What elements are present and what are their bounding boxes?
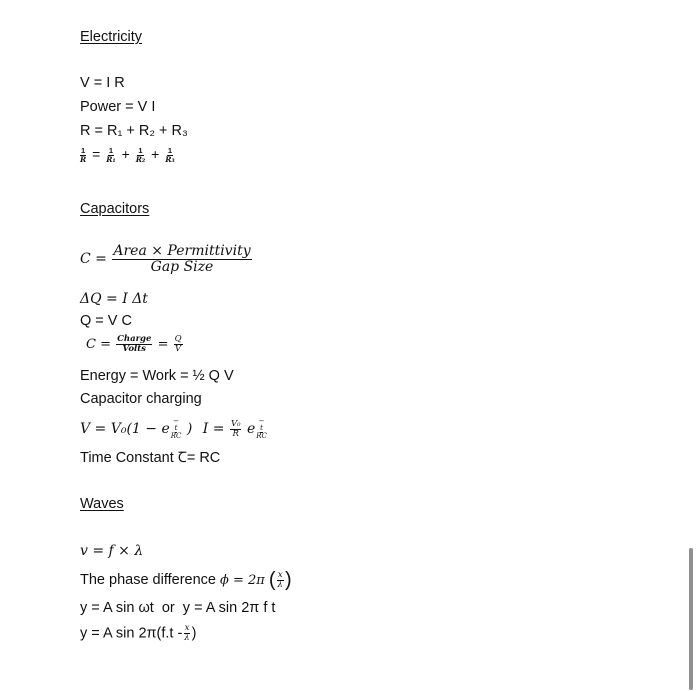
capacitance-fraction: $\frac{\text{Area × Permittivity}}{\text{Gap Size}}$ <box>113 243 251 275</box>
x-over-lambda-fraction-2: $\frac{x}{\lambda}$ <box>184 623 190 643</box>
vertical-scrollbar[interactable] <box>689 548 693 690</box>
time-constant-formula: Time Constant Ꞇ= RC <box>80 450 221 466</box>
fraction-1-over-r3: $\frac{1}{\text{R₃}}$ <box>165 146 175 164</box>
x-over-lambda-fraction: $\frac{x}{\lambda}$ <box>277 569 283 590</box>
ohms-law-formula: V = I R <box>80 75 125 91</box>
v0-over-r-fraction: $\frac{\text{V₀}}{R}$ <box>230 418 241 439</box>
power-formula: Power = V I <box>80 99 156 115</box>
capacitance-formula: C = $\frac{\text{Area × Permittivity}}{\text{Gap Size}}$ <box>80 243 251 275</box>
q-vc-formula: Q = V C <box>80 313 132 329</box>
capacitors-heading: Capacitors <box>80 201 150 217</box>
wave-equation-1: y = A sin ωt or y = A sin 2π f t <box>80 600 276 616</box>
capacitor-charging-label: Capacitor charging <box>80 391 202 407</box>
series-resistance-formula: R = R₁ + R₂ + R₃ <box>80 123 188 139</box>
q-v-fraction: $\frac{Q}{V}$ <box>174 334 182 354</box>
charge-volts-fraction: $\frac{\text{Charge}}{\text{Volts}}$ <box>117 334 152 354</box>
phase-difference-formula: The phase difference ϕ = 2π ( $\frac{x}{\lambda}$ ) <box>80 569 292 591</box>
waves-heading: Waves <box>80 496 124 512</box>
exponent-t-over-rc-2: − t RC <box>256 417 267 440</box>
energy-formula: Energy = Work = ½ Q V <box>80 368 234 384</box>
delta-q-formula: ΔQ = I Δt <box>80 291 148 307</box>
exponent-t-over-rc: − t RC <box>170 417 182 440</box>
wave-speed-formula: v = f × λ <box>80 543 144 559</box>
electricity-heading: Electricity <box>80 29 143 45</box>
wave-equation-2: y = A sin 2π(f.t - $\frac{x}{\lambda}$ ) <box>80 623 197 643</box>
charge-over-volts-formula: C = $\frac{\text{Charge}}{\text{Volts}}$ = $\frac{Q}{V}$ <box>86 334 182 354</box>
fraction-1-over-r: $\frac{1}{R}$ <box>80 146 87 164</box>
capacitor-charging-equation: V = V₀(1 − e − t RC ) I = $\frac{\text{V₀}}{R}$ e − t RC <box>80 417 267 440</box>
fraction-1-over-r2: $\frac{1}{\text{R₂}}$ <box>135 146 146 164</box>
parallel-resistance-formula: $\frac{1}{R}$ = $\frac{1}{\text{R₁}}$ + $\frac{1}{\text{R₂}}$ + $\frac{1}{\text{R₃}}$ <box>80 146 175 164</box>
fraction-1-over-r1: $\frac{1}{\text{R₁}}$ <box>106 146 116 164</box>
